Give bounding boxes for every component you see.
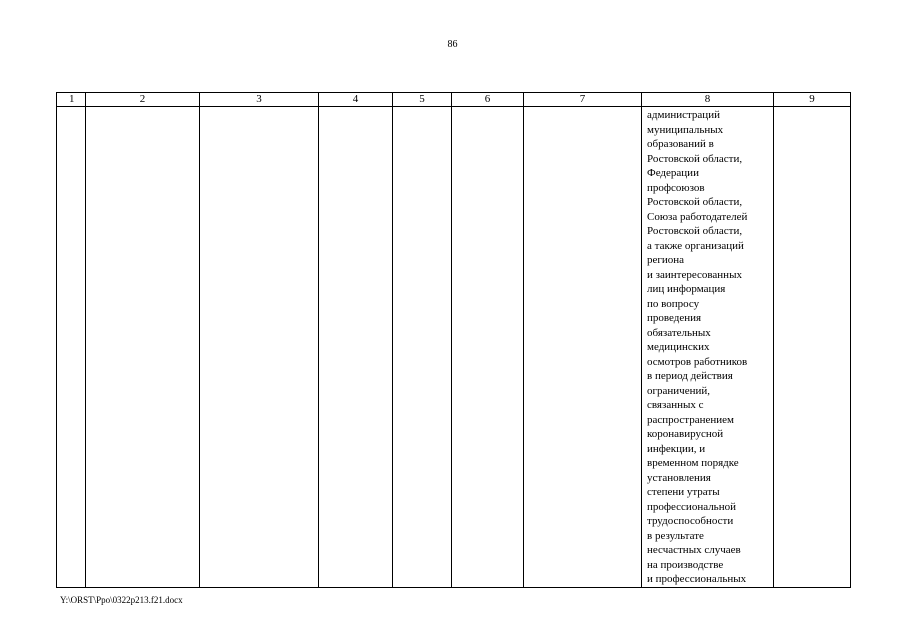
- column-8-text-line: администраций: [647, 109, 720, 121]
- column-header-7: 7: [524, 93, 642, 107]
- column-header-3: 3: [200, 93, 319, 107]
- column-8-text-line: Союза работодателей: [647, 210, 748, 223]
- column-8-text-line: Ростовской области,: [647, 152, 743, 165]
- column-8-text-line: установления: [647, 471, 711, 484]
- column-8-text-line: лиц информация: [647, 283, 726, 295]
- column-8-text-line: распространением: [647, 413, 735, 426]
- table-cell-col-1: [57, 107, 86, 588]
- column-header-1: 1: [57, 93, 86, 107]
- column-8-text-line: проведения: [647, 312, 702, 324]
- column-8-text-line: муниципальных: [647, 123, 724, 136]
- column-header-5: 5: [393, 93, 452, 107]
- page-number: 86: [447, 39, 458, 50]
- column-header-2: 2: [86, 93, 200, 107]
- column-header-6: 6: [452, 93, 524, 107]
- column-8-text-line: и профессиональных: [647, 573, 747, 585]
- column-8-text: [642, 107, 773, 587]
- table-cell-col-6: [452, 107, 524, 588]
- column-header-4: 4: [319, 93, 393, 107]
- column-8-text-line: осмотров работников: [647, 355, 748, 368]
- column-8-text-line: трудоспособности: [647, 515, 734, 527]
- column-8-text-line: ограничений,: [647, 384, 710, 397]
- document-table: [56, 92, 851, 588]
- table-cell-col-9: [774, 107, 851, 588]
- column-8-text-line: профессиональной: [647, 500, 736, 513]
- column-8-text-line: коронавирусной: [647, 428, 724, 440]
- column-8-text-line: Федерации: [647, 167, 699, 179]
- table-cell-col-2: [86, 107, 200, 588]
- column-8-text-line: а также организаций: [647, 239, 744, 252]
- footer-file-path: Y:\ORST\Ppo\0322p213.f21.docx: [60, 595, 183, 605]
- column-8-text-line: Ростовской области,: [647, 225, 743, 237]
- column-8-text-line: образований в: [647, 138, 714, 150]
- column-header-8: 8: [642, 93, 774, 107]
- table-cell-col-4: [319, 107, 393, 588]
- column-8-text-line: на производстве: [647, 558, 724, 571]
- column-8-text-line: по вопросу: [647, 297, 700, 310]
- table-cell-col-7: [524, 107, 642, 588]
- column-8-text-line: в период действия: [647, 370, 733, 382]
- column-8-text-line: инфекции, и: [647, 442, 706, 455]
- table-header-row: [57, 93, 851, 107]
- column-8-text-line: региона: [647, 254, 685, 266]
- column-8-text-line: и заинтересованных: [647, 268, 742, 281]
- column-8-text-line: обязательных: [647, 326, 711, 339]
- column-8-text-line: в результате: [647, 529, 704, 542]
- column-8-text-line: профсоюзов: [647, 181, 705, 194]
- column-8-text-line: несчастных случаев: [647, 544, 741, 556]
- column-8-text-line: временном порядке: [647, 457, 739, 469]
- column-header-9: 9: [774, 93, 851, 107]
- table-row: [57, 107, 851, 588]
- table-cell-col-8: [642, 107, 774, 588]
- table-cell-col-3: [200, 107, 319, 588]
- column-8-text-line: медицинских: [647, 341, 710, 353]
- column-8-text-line: связанных с: [647, 399, 704, 411]
- column-8-text-line: Ростовской области,: [647, 196, 743, 208]
- table-cell-col-5: [393, 107, 452, 588]
- column-8-text-line: степени утраты: [647, 486, 720, 498]
